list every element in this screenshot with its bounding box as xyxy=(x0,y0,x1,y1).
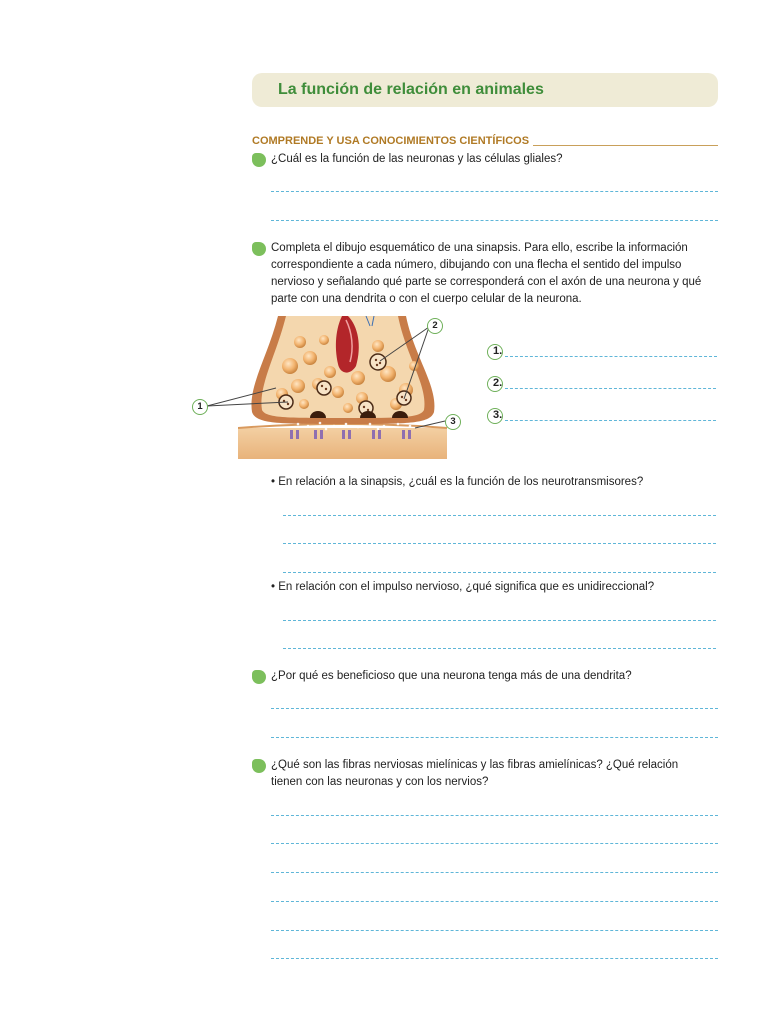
answer-line[interactable] xyxy=(283,620,716,621)
callout-3: 3 xyxy=(445,414,461,430)
answer-line[interactable] xyxy=(271,708,718,709)
question-bullet-icon xyxy=(252,759,266,773)
answer-line[interactable] xyxy=(271,191,718,192)
page-title: La función de relación en animales xyxy=(278,81,544,98)
answer-line[interactable] xyxy=(505,420,716,421)
question-bullet-icon xyxy=(252,242,266,256)
callout-2: 2 xyxy=(427,318,443,334)
question-1-text: ¿Cuál es la función de las neuronas y las células gliales? xyxy=(271,153,563,165)
question-bullet-icon xyxy=(252,153,266,167)
answer-line[interactable] xyxy=(271,930,718,931)
answer-line[interactable] xyxy=(271,737,718,738)
answer-2-label: 2. xyxy=(493,377,503,389)
answer-3-label: 3. xyxy=(493,409,503,421)
answer-line[interactable] xyxy=(283,572,716,573)
answer-line[interactable] xyxy=(271,815,718,816)
question-2-text: Completa el dibujo esquemático de una sinapsis. Para ello, escribe la información correspondiente a cada número, dibujando con una flecha el sentido del impulso nervioso y señalando qué parte se corresponderá con el axón de una neurona y qué parte con una dendrita o con el cuerpo celular de la neurona. xyxy=(271,242,702,305)
answer-line[interactable] xyxy=(271,901,718,902)
answer-1-label: 1. xyxy=(493,345,503,357)
subquestion-2-text: • En relación con el impulso nervioso, ¿qué significa que es unidireccional? xyxy=(271,581,655,593)
callout-lines xyxy=(190,316,450,436)
answer-line[interactable] xyxy=(505,388,716,389)
section-title: COMPRENDE Y USA CONOCIMIENTOS CIENTÍFICOS xyxy=(252,135,533,147)
answer-line[interactable] xyxy=(271,958,718,959)
section-heading xyxy=(252,131,718,146)
question-bullet-icon xyxy=(252,670,266,684)
callout-1: 1 xyxy=(192,399,208,415)
answer-line[interactable] xyxy=(283,648,716,649)
answer-line[interactable] xyxy=(271,872,718,873)
answer-line[interactable] xyxy=(271,843,718,844)
answer-line[interactable] xyxy=(283,515,716,516)
subquestion-1-text: • En relación a la sinapsis, ¿cuál es la función de los neurotransmisores? xyxy=(271,476,644,488)
answer-line[interactable] xyxy=(505,356,717,357)
question-3-text: ¿Por qué es beneficioso que una neurona tenga más de una dendrita? xyxy=(271,670,632,682)
title-bar xyxy=(252,73,718,107)
answer-line[interactable] xyxy=(283,543,716,544)
question-4-text: ¿Qué son las fibras nerviosas mielínicas y las fibras amielínicas? ¿Qué relación tienen con las neuronas y con los nervios? xyxy=(271,759,679,788)
answer-line[interactable] xyxy=(271,220,718,221)
